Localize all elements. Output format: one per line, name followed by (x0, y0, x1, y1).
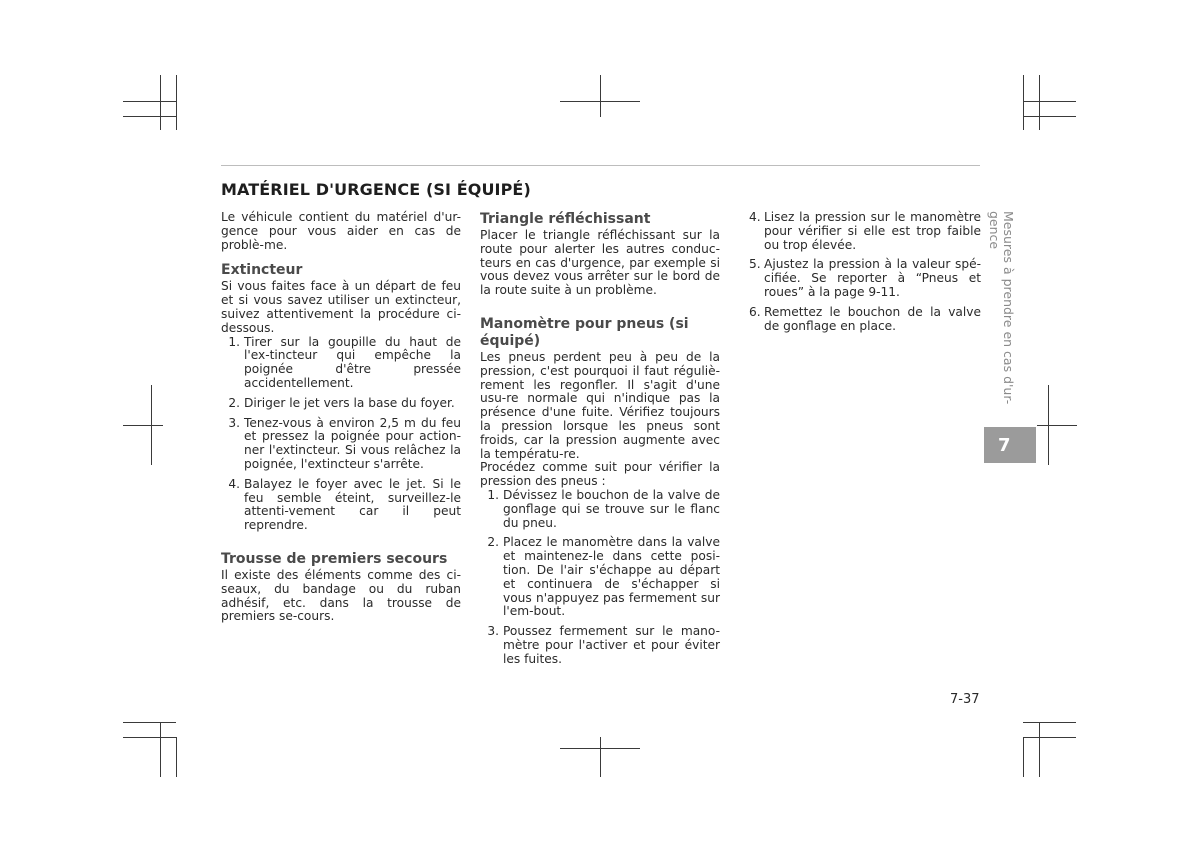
list-item: 1. Dévissez le bouchon de la valve de gonflage qui se trouve sur le flanc du pneu. (487, 487, 720, 530)
triangle-heading: Triangle réfléchissant (480, 211, 651, 227)
intro-paragraph: Le véhicule contient du matériel d'ur-gence pour vous aider en cas de problè-me. (221, 210, 461, 252)
trousse-paragraph: Il existe des éléments comme des ci-seaux, du bandage ou du ruban adhésif, etc. dans la trousse de premiers se-cours. (221, 567, 461, 624)
manometre-heading: Manomètre pour pneus (si équipé) (480, 315, 689, 349)
header-rule (221, 165, 980, 166)
list-item: 2. Placez le manomètre dans la valve et maintenez-le dans cette posi-tion. De l'air s'échappe au départ et continuera de s'échapper si vous n'appuyez pas fermement sur l'em-bout. (487, 535, 720, 619)
page-number: 7-37 (950, 692, 980, 707)
chapter-title-vertical: Mesures à prendre en cas d'ur-gence (987, 211, 1016, 405)
triangle-paragraph: Placer le triangle réfléchissant sur la route pour alerter les autres conduc-teurs en cas d'urgence, par exemple si vous devez vous arrêter sur le bord de la route suite à un problème. (480, 228, 720, 298)
list-item: 2. Diriger le jet vers la base du foyer. (228, 395, 455, 410)
section-title: MATÉRIEL D'URGENCE (SI ÉQUIPÉ) (221, 180, 531, 199)
list-item: 4. Balayez le foyer avec le jet. Si le feu semble éteint, surveillez-le attenti-vement car il peut reprendre. (228, 476, 461, 533)
manometre-paragraph: Les pneus perdent peu à peu de la pression, c'est pourquoi il faut réguliè-rement les regonfler. Il s'agit d'une usu-re normale qui n'indique pas la présence d'une fuite. Vérifiez toujours la pression lorsque les pneus sont froids, car la pression augmente avec la températu-re. (480, 349, 720, 461)
list-item: 5. Ajustez la pression à la valeur spé-cifiée. Se reporter à “Pneus et roues” à la page 9-11. (749, 257, 981, 299)
column-right (749, 211, 981, 339)
extincteur-heading: Extincteur (221, 262, 303, 279)
column-middle (480, 211, 720, 673)
trousse-heading: Trousse de premiers secours (221, 550, 448, 567)
column-left (221, 211, 461, 624)
list-item: 3. Poussez fermement sur le mano-mètre pour l'activer et pour éviter les fuites. (487, 624, 720, 666)
chapter-side-label (981, 211, 1021, 421)
list-item: 4. Lisez la pression sur le manomètre pour vérifier si elle est trop faible ou trop élevée. (749, 210, 981, 252)
list-item: 3. Tenez-vous à environ 2,5 m du feu et pressez la poignée pour action-ner l'extincteur. Si vous relâchez la poignée, l'extincteur s'arrête. (228, 415, 461, 471)
manometre-procedure: Procédez comme suit pour vérifier la pression des pneus : (480, 460, 720, 489)
extincteur-paragraph: Si vous faites face à un départ de feu et si vous savez utiliser un extincteur, suivez attentivement la procédure ci-dessous. (221, 279, 461, 335)
chapter-number-tab: 7 (984, 427, 1036, 463)
manometre-steps-continued (749, 211, 981, 333)
list-item: 1. Tirer sur la goupille du haut de l'ex-tincteur qui empêche la poignée d'être pressée accidentellement. (228, 334, 461, 390)
extincteur-steps (221, 336, 461, 533)
manometre-steps (480, 489, 720, 667)
list-item: 6. Remettez le bouchon de la valve de gonflage en place. (749, 304, 981, 333)
